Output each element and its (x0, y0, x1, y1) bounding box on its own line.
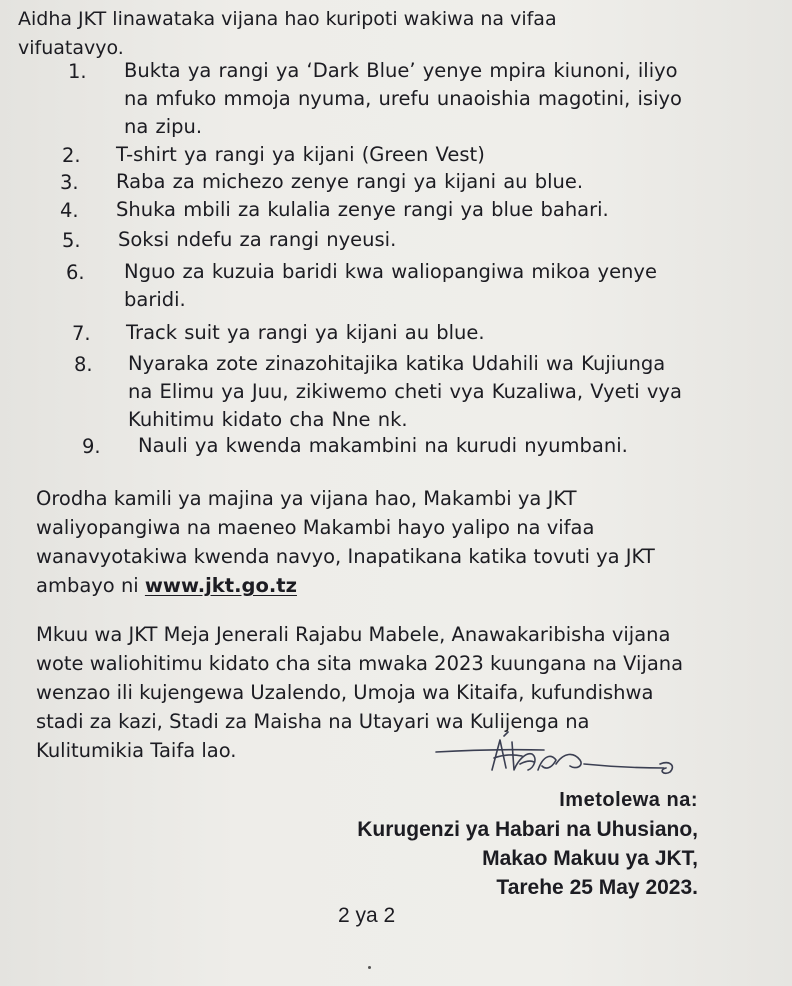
issued-by-label: Imetolewa na: (559, 789, 698, 811)
paragraph-line-text: ambayo ni (36, 574, 145, 597)
list-item-number: 4. (60, 199, 79, 222)
intro-line: Aidha JKT linawataka vijana hao kuripoti wakiwa na vifaa (18, 8, 557, 30)
list-item-text (128, 350, 728, 434)
list-item-line: Shuka mbili za kulalia zenye rangi ya blue bahari. (116, 198, 609, 221)
list-item-line: Bukta ya rangi ya ‘Dark Blue’ yenye mpira kiunoni, iliyo (124, 59, 678, 82)
list-item-text (124, 258, 724, 314)
candidates-list-paragraph (36, 484, 700, 600)
list-item-number: 7. (72, 322, 91, 345)
list-item-number: 3. (60, 171, 79, 194)
list-item-line: na zipu. (124, 115, 203, 138)
list-item-line: T-shirt ya rangi ya kijani (Green Vest) (116, 143, 485, 166)
list-item-number: 2. (62, 144, 81, 167)
paragraph-line: waliyopangiwa na maeneo Makambi hayo yalipo na vifaa (36, 516, 595, 539)
directorate-name: Kurugenzi ya Habari na Uhusiano, (357, 818, 698, 841)
paragraph-line: Orodha kamili ya majina ya vijana hao, Makambi ya JKT (36, 487, 577, 510)
list-item-text (138, 432, 738, 460)
paragraph-line: stadi za kazi, Stadi za Maisha na Utayari wa Kulijenga na (36, 710, 590, 733)
list-item-number: 6. (66, 261, 85, 284)
jkt-website-link[interactable]: www.jkt.go.tz (144, 574, 297, 597)
page-number: 2 ya 2 (338, 904, 396, 927)
list-item-text (126, 319, 726, 347)
list-item-line: Soksi ndefu za rangi nyeusi. (118, 228, 397, 251)
paragraph-line: wenzao ili kujengewa Uzalendo, Umoja wa Kitaifa, kufundishwa (36, 681, 654, 704)
list-item-line: Nyaraka zote zinazohitajika katika Udahili wa Kujiunga (128, 352, 666, 375)
intro-line: vifuatavyo. (18, 37, 124, 59)
signature-block (357, 786, 698, 902)
paragraph-line: Mkuu wa JKT Meja Jenerali Rajabu Mabele, Anawakaribisha vijana (36, 623, 671, 646)
list-item-line: Raba za michezo zenye rangi ya kijani au blue. (116, 170, 584, 193)
list-item-line: Nauli ya kwenda makambini na kurudi nyumbani. (138, 434, 628, 457)
list-item-line: Kuhitimu kidato cha Nne nk. (128, 408, 408, 431)
list-item-number: 8. (74, 353, 93, 376)
list-item-line: na mfuko mmoja nyuma, urefu unaoishia magotini, isiyo (124, 87, 682, 110)
list-item-text (116, 196, 716, 224)
list-item-text (124, 57, 724, 141)
list-item-line: Track suit ya rangi ya kijani au blue. (126, 321, 485, 344)
list-item-line: na Elimu ya Juu, zikiwemo cheti vya Kuzaliwa, Vyeti vya (128, 380, 682, 403)
headquarters-name: Makao Makuu ya JKT, (482, 847, 698, 870)
list-item-number: 5. (62, 229, 81, 252)
paragraph-line: wanavyotakiwa kwenda navyo, Inapatikana katika tovuti ya JKT (36, 545, 655, 568)
list-item-text (118, 226, 718, 254)
list-item-number: 9. (82, 435, 101, 458)
paragraph-line (36, 571, 700, 600)
paper-speck (368, 966, 371, 969)
paragraph-line: wote waliohitimu kidato cha sita mwaka 2023 kuungana na Vijana (36, 652, 684, 675)
issue-date: Tarehe 25 May 2023. (496, 876, 698, 899)
list-item-line: baridi. (124, 288, 186, 311)
list-item-text (116, 141, 716, 169)
intro-paragraph (18, 6, 778, 62)
list-item-number: 1. (68, 60, 87, 83)
list-item-line: Nguo za kuzuia baridi kwa waliopangiwa mikoa yenye (124, 260, 657, 283)
handwritten-signature (434, 730, 694, 790)
paragraph-line: Kulitumikia Taifa lao. (36, 739, 237, 762)
list-item-text (116, 168, 716, 196)
